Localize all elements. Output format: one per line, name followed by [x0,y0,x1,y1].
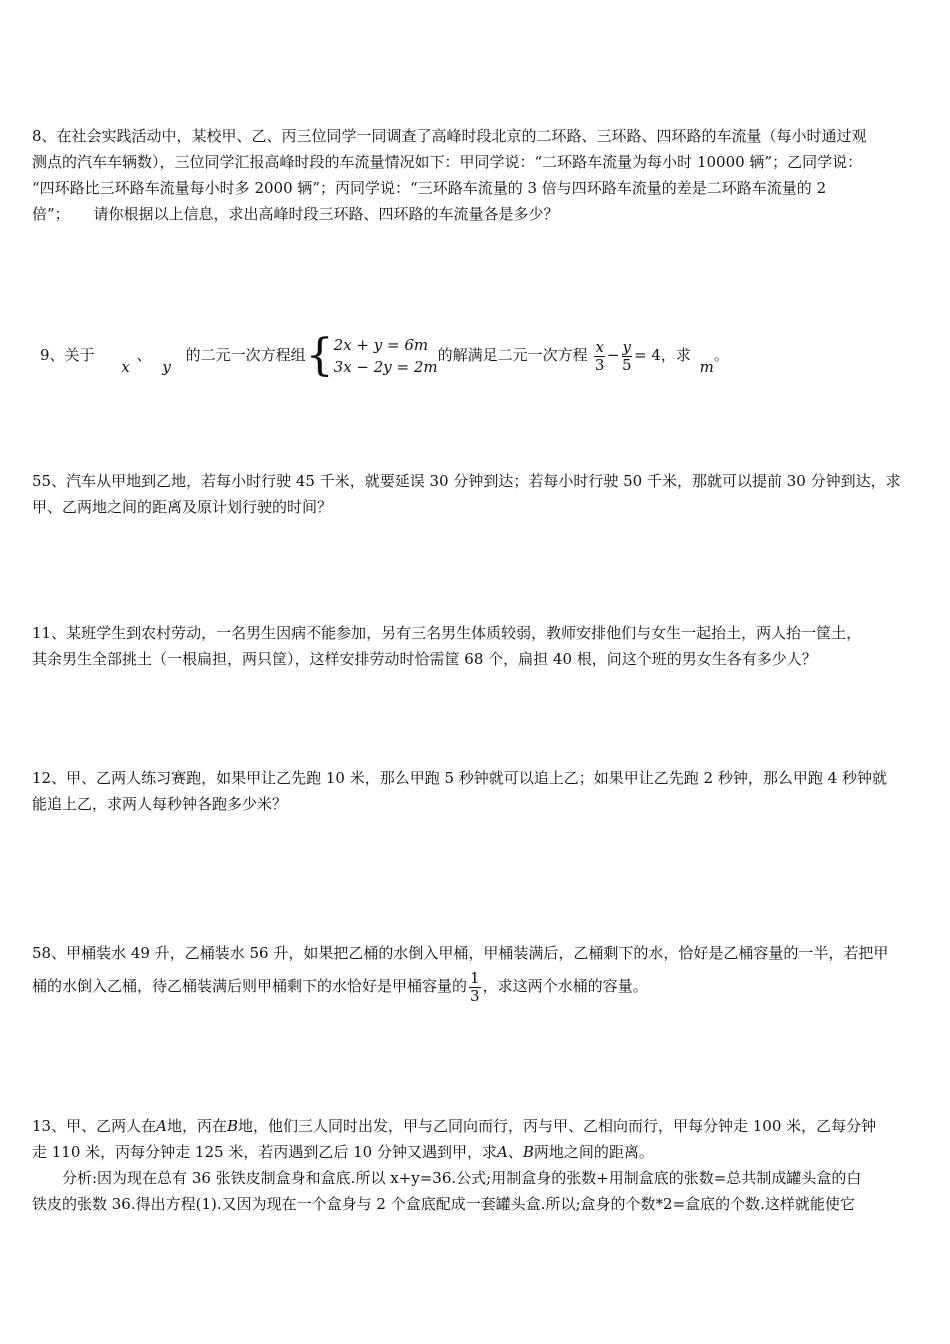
question-58-line-1: 58、甲桶装水 49 升，乙桶装水 56 升，如果把乙桶的水倒入甲桶，甲桶装满后，乙桶剩下的水，恰好是乙桶容量的一半，若把甲 [32,944,889,962]
question-8-line-3: “四环路比三环路车流量每小时多 2000 辆”；丙同学说：“三环路车流量的 3 倍与四环路车流量的差是二环路车流量的 2 [32,179,827,197]
question-13-line-2 [32,1139,922,1165]
question-58-line-2-start: 桶的水倒入乙桶，待乙桶装满后则甲桶剩下的水恰好是甲桶容量的 [32,977,468,995]
question-9 [40,325,930,385]
question-8-line-1: 8、在社会实践活动中，某校甲、乙、丙三位同学一同调查了高峰时段北京的二环路、三环路、四环路的车流量（每小时通过观 [32,127,867,145]
fraction-denominator: 3 [470,986,480,1005]
question-55 [32,468,922,520]
question-13-text: 两地之间的距离。 [533,1143,654,1161]
question-9-separator: 、 [136,346,152,364]
equation-system [334,334,438,378]
question-13-text: 、 [507,1143,523,1161]
question-9-end: 。 [713,346,729,364]
question-13-line-1 [32,1113,922,1139]
question-13-text: 地，他们三人同时出发，甲与乙同向而行，丙与甲、乙相向而行，甲每分钟走 100 米，乙每分钟 [237,1117,877,1135]
fraction-y-over-5 [622,339,632,374]
question-12 [32,765,922,817]
question-9-prefix: 9、关于 [40,346,95,364]
fraction-one-third [469,970,481,1005]
variable-m: m [699,358,714,376]
question-12-line-2: 能追上乙，求两人每秒钟各跑多少米？ [32,795,288,813]
variable-x: x [121,358,130,376]
fraction-denominator: 3 [594,355,605,374]
question-12-line-1: 12、甲、乙两人练习赛跑，如果甲让乙先跑 10 米，那么甲跑 5 秒钟就可以追上乙；如果甲让乙先跑 2 秒钟，那么甲跑 4 秒钟就 [32,769,887,787]
analysis-line-1: 分析:因为现在总有 36 张铁皮制盒身和盒底.所以 x+y=36.公式;用制盒身的张数+用制盒底的张数=总共制成罐头盒的白 [62,1169,862,1187]
question-55-line-2: 甲、乙两地之间的距离及原计划行驶的时间？ [32,498,333,516]
question-9-ask: ，求 [660,346,691,364]
variable-y: y [162,358,171,376]
fraction-numerator: x [595,337,604,356]
equals-4: = 4 [633,346,661,364]
minus-sign: − [606,346,620,364]
question-13-text: 走 110 米，丙每分钟走 125 米，若丙遇到乙后 10 分钟又遇到甲，求 [32,1143,497,1161]
question-8 [32,123,922,227]
fraction-denominator: 5 [621,355,632,374]
question-13-text: 地，丙在 [166,1117,227,1135]
question-13 [32,1113,922,1217]
point-a: A [156,1117,167,1135]
question-11-line-1: 11、某班学生到农村劳动，一名男生因病不能参加，另有三名男生体质较弱，教师安排他们与女生一起抬土，两人抬一筐土， [32,624,862,642]
question-55-line-1: 55、汽车从甲地到乙地，若每小时行驶 45 千米，就要延误 30 分钟到达；若每小时行驶 50 千米，那就可以提前 30 分钟到达，求 [32,472,901,490]
point-b: B [226,1117,238,1135]
fraction-numerator: 1 [470,968,480,987]
question-9-after: 的解满足二元一次方程 [437,346,588,364]
question-13-text: 13、甲、乙两人在 [32,1117,157,1135]
question-58-line-2-end: ，求这两个水桶的容量。 [482,977,648,995]
question-58 [32,940,922,1006]
question-58-line-2 [32,966,922,1006]
equation-2: 3x − 2y = 2m [333,358,438,376]
fraction-numerator: y [622,337,631,356]
point-b: B [522,1143,534,1161]
question-8-line-2: 测点的汽车车辆数），三位同学汇报高峰时段的车流量情况如下：甲同学说：“二环路车流量为每小时 10000 辆”；乙同学说： [32,153,863,171]
equation-1: 2x + y = 6m [333,336,429,354]
analysis-line-2: 铁皮的张数 36.得出方程(1).又因为现在一个盒身与 2 个盒底配成一套罐头盒.所以;盒身的个数*2=盒底的个数.这样就能使它 [32,1195,855,1213]
point-a: A [496,1143,508,1161]
question-11 [32,620,922,672]
question-9-mid: 的二元一次方程组 [185,346,306,364]
system-brace: { [305,330,334,381]
question-8-line-4: 倍”； 请你根据以上信息，求出高峰时段三环路、四环路的车流量各是多少？ [32,205,559,223]
question-11-line-2: 其余男生全部挑土（一根扁担，两只筐），这样安排劳动时恰需筐 68 个，扁担 40 根，问这个班的男女生各有多少人？ [32,650,817,668]
fraction-x-over-3 [594,339,604,374]
